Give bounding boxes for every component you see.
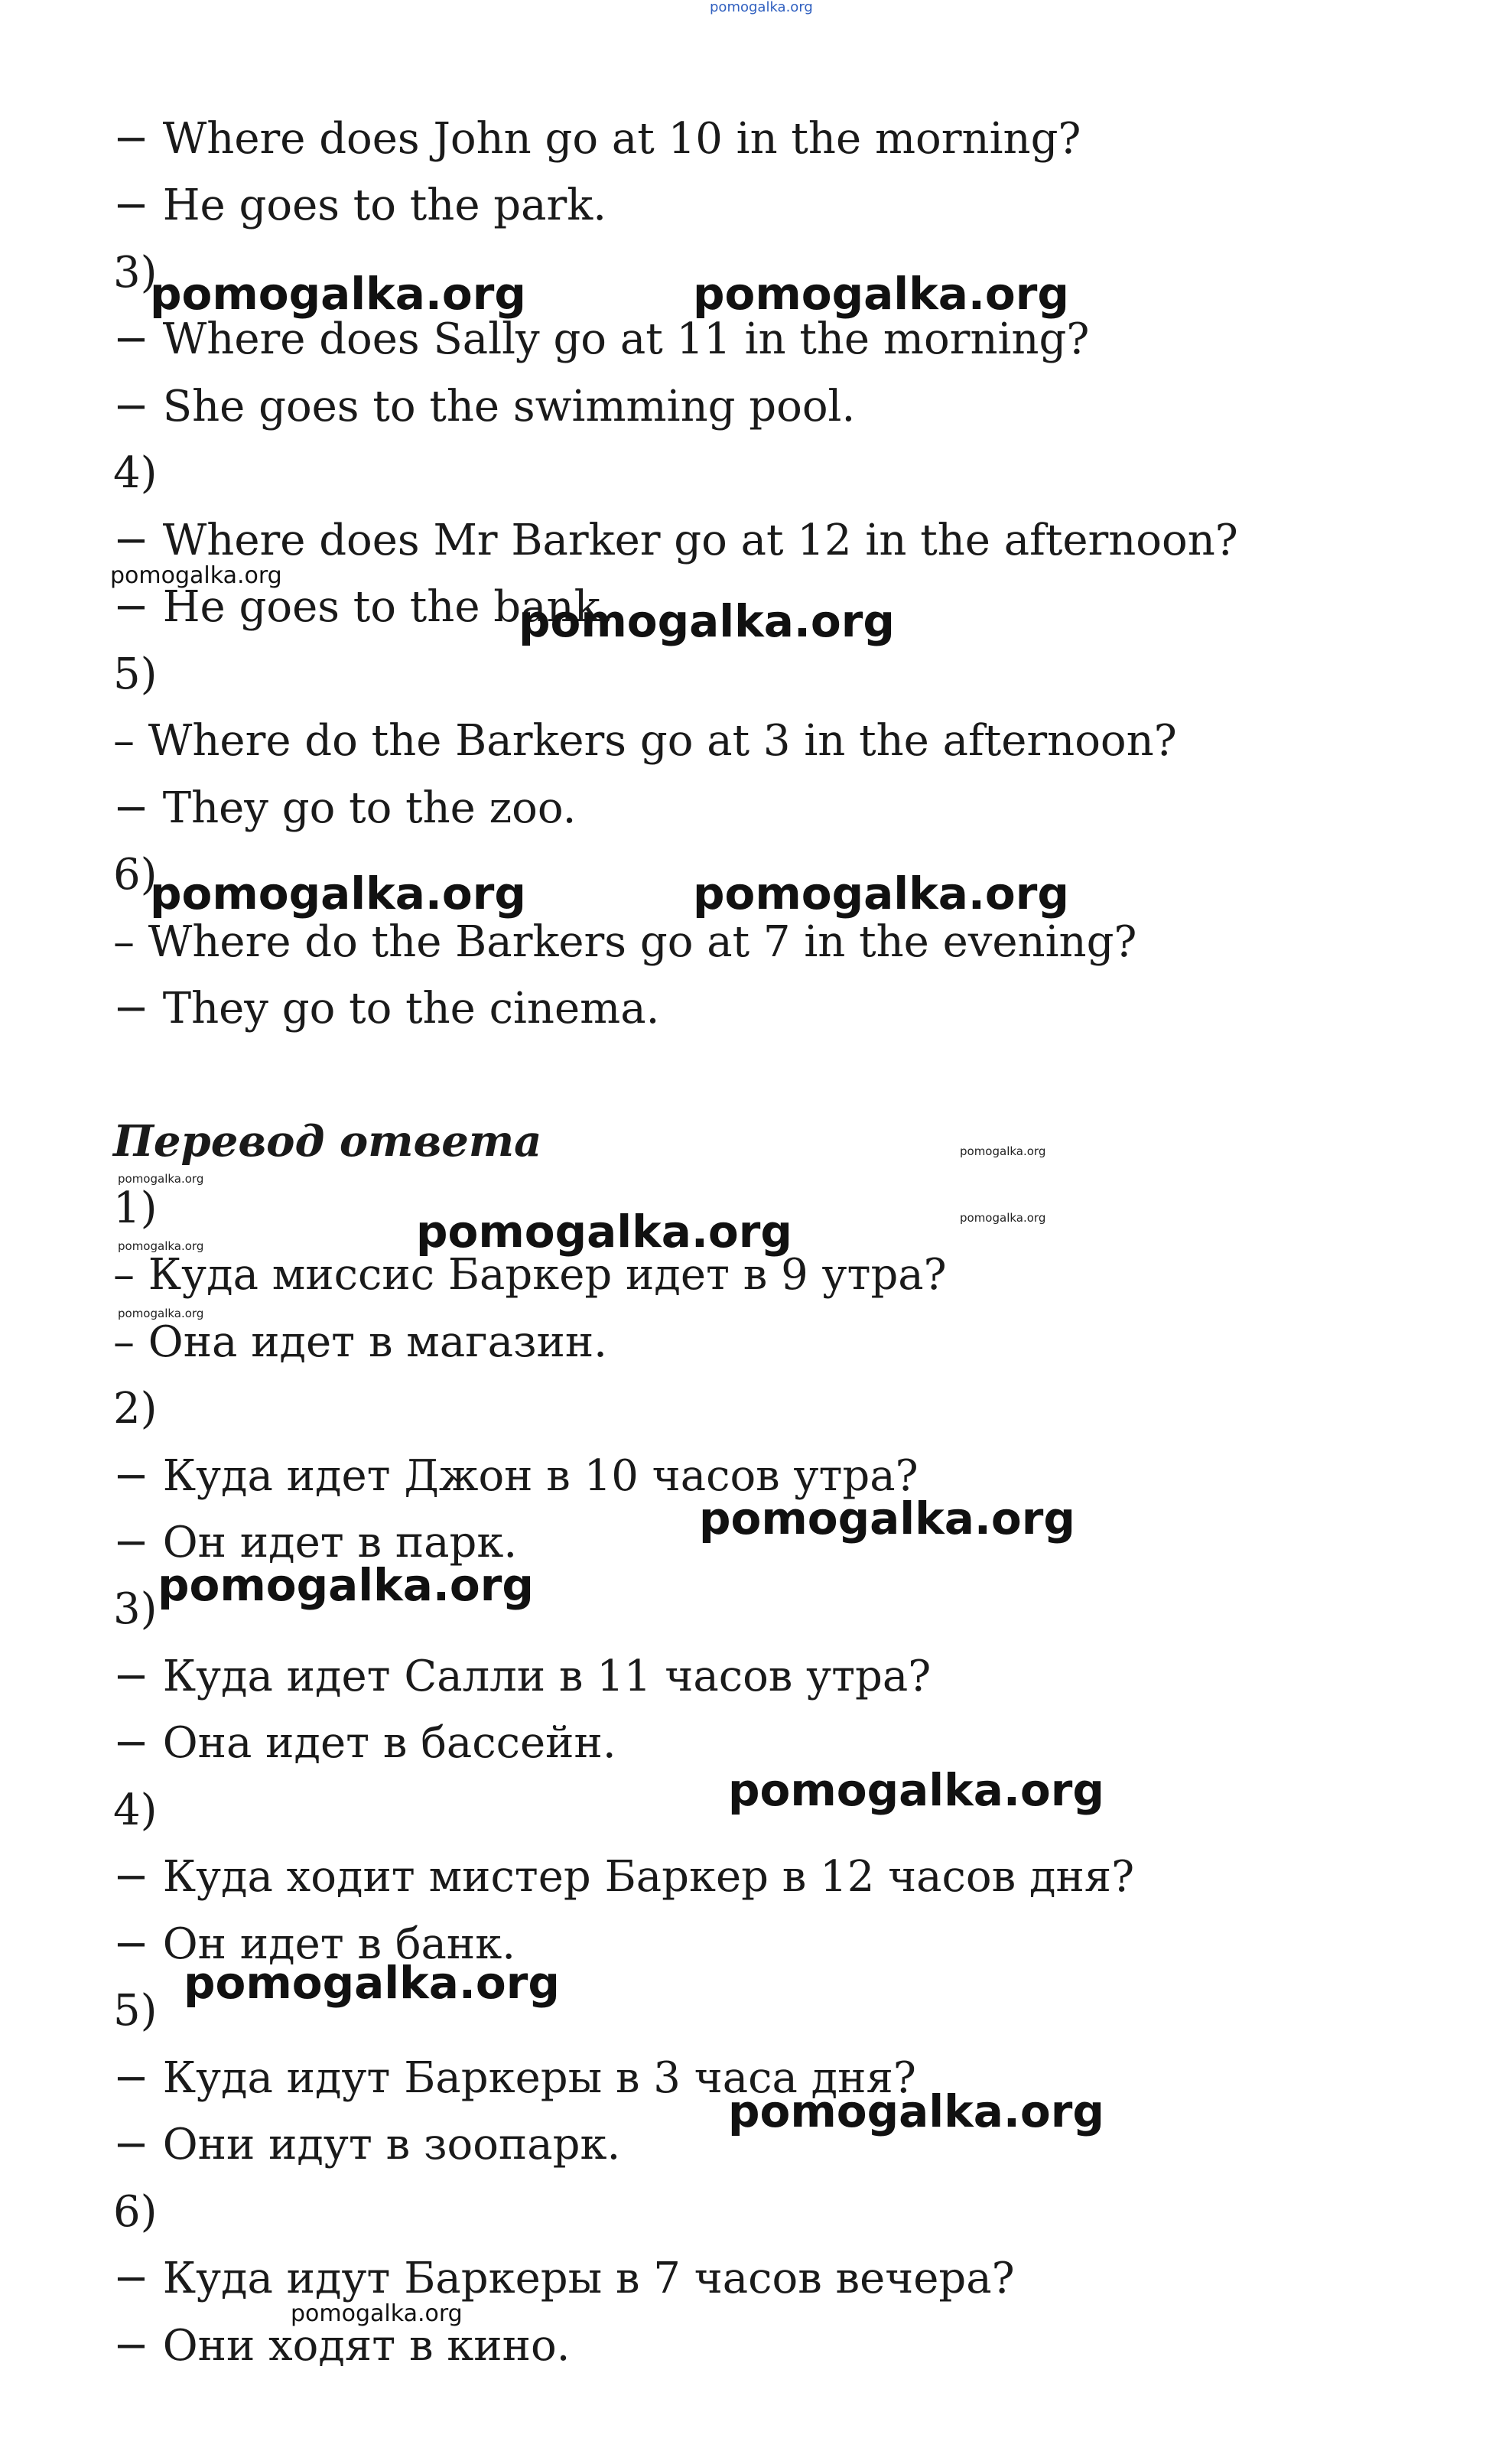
watermark: pomogalka.org xyxy=(118,1239,204,1253)
watermark: pomogalka.org xyxy=(693,867,1069,920)
watermark: pomogalka.org xyxy=(728,1764,1104,1816)
watermark: pomogalka.org xyxy=(150,268,526,320)
translation-line: − Она идет в бассейн. xyxy=(113,1718,616,1768)
watermark: pomogalka.org xyxy=(728,2085,1104,2137)
translation-line: − Куда идут Баркеры в 3 часа дня? xyxy=(113,2053,916,2103)
english-line: − Where does Mr Barker go at 12 in the afternoon? xyxy=(113,516,1238,565)
english-line: − Where does John go at 10 in the morning? xyxy=(113,114,1081,164)
english-line: − He goes to the park. xyxy=(113,181,607,230)
english-line: − Where does Sally go at 11 in the morning? xyxy=(113,314,1090,364)
watermark: pomogalka.org xyxy=(519,595,895,647)
translation-line: 4) xyxy=(113,1785,158,1835)
translation-line: − Он идет в парк. xyxy=(113,1518,518,1567)
english-line: 6) xyxy=(113,850,158,900)
translation-line: – Куда миссис Баркер идет в 9 утра? xyxy=(113,1250,947,1300)
translation-line: − Куда идет Салли в 11 часов утра? xyxy=(113,1652,932,1701)
translation-line: − Он идет в банк. xyxy=(113,1919,516,1969)
watermark: pomogalka.org xyxy=(960,1144,1046,1158)
watermark: pomogalka.org xyxy=(118,1172,204,1186)
watermark-top: pomogalka.org xyxy=(710,0,813,15)
translation-line: − Они идут в зоопарк. xyxy=(113,2120,621,2169)
translation-heading: Перевод ответа xyxy=(113,1116,542,1167)
watermark: pomogalka.org xyxy=(699,1492,1075,1544)
translation-line: − Куда идут Баркеры в 7 часов вечера? xyxy=(113,2254,1015,2303)
english-line: – Where do the Barkers go at 3 in the afternoon? xyxy=(113,716,1177,766)
translation-line: 5) xyxy=(113,1986,158,2036)
translation-line: − Они ходят в кино. xyxy=(113,2321,571,2371)
english-line: – Where do the Barkers go at 7 in the evening? xyxy=(113,917,1137,967)
english-line: 5) xyxy=(113,649,158,699)
translation-line: 3) xyxy=(113,1584,158,1634)
english-line: − She goes to the swimming pool. xyxy=(113,382,856,431)
watermark: pomogalka.org xyxy=(158,1559,534,1611)
translation-line: − Куда идет Джон в 10 часов утра? xyxy=(113,1451,919,1501)
english-line: 4) xyxy=(113,448,158,498)
translation-line: 6) xyxy=(113,2187,158,2237)
translation-line: 1) xyxy=(113,1183,158,1233)
translation-line: 2) xyxy=(113,1384,158,1434)
watermark: pomogalka.org xyxy=(110,562,282,589)
translation-line: – Она идет в магазин. xyxy=(113,1317,607,1367)
watermark: pomogalka.org xyxy=(184,1957,560,2009)
english-line: − They go to the zoo. xyxy=(113,783,577,833)
english-line: − They go to the cinema. xyxy=(113,984,660,1033)
watermark: pomogalka.org xyxy=(118,1307,204,1320)
watermark: pomogalka.org xyxy=(291,2300,463,2327)
watermark: pomogalka.org xyxy=(150,867,526,920)
watermark: pomogalka.org xyxy=(416,1206,792,1258)
english-line: 3) xyxy=(113,248,158,298)
watermark: pomogalka.org xyxy=(960,1211,1046,1225)
translation-line: − Куда ходит мистер Баркер в 12 часов дня? xyxy=(113,1852,1135,1902)
watermark: pomogalka.org xyxy=(693,268,1069,320)
english-line: − He goes to the bank. xyxy=(113,582,614,632)
